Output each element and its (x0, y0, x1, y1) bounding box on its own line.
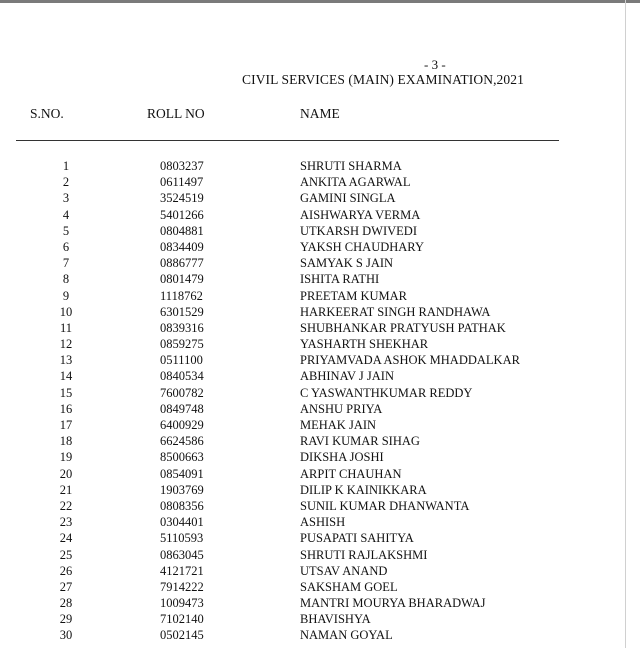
candidate-name: RAVI KUMAR SIHAG (300, 434, 420, 449)
serial-number: 9 (62, 288, 70, 303)
table-row (0, 288, 620, 304)
table-row (0, 336, 620, 352)
candidate-name: C YASWANTHKUMAR REDDY (300, 385, 473, 400)
roll-number: 6400929 (160, 418, 204, 432)
roll-number: 0840534 (160, 369, 204, 384)
table-row (0, 466, 620, 482)
serial-number: 13 (59, 353, 73, 368)
roll-number: 0849748 (160, 401, 204, 416)
roll-number: 1118762 (160, 288, 203, 303)
roll-number: 0839316 (160, 320, 204, 335)
table-row (0, 401, 620, 417)
candidate-name: SHRUTI RAJLAKSHMI (300, 547, 428, 562)
table-row (0, 449, 620, 465)
table-row (0, 433, 620, 449)
table-row (0, 223, 620, 239)
table-row (0, 547, 620, 563)
roll-number: 0611497 (160, 175, 204, 190)
table-row (0, 304, 620, 320)
serial-number: 23 (59, 515, 73, 530)
serial-number: 27 (59, 579, 73, 594)
serial-number: 11 (59, 320, 73, 335)
roll-number: 5401266 (160, 207, 204, 222)
roll-number: 8500663 (160, 450, 204, 465)
table-row (0, 563, 620, 579)
document-title: CIVIL SERVICES (MAIN) EXAMINATION,2021 (242, 72, 524, 87)
serial-number: 30 (59, 628, 73, 643)
roll-number: 0886777 (160, 256, 204, 271)
table-row (0, 352, 620, 368)
roll-number: 0808356 (160, 498, 204, 513)
candidate-name: ASHISH (300, 515, 346, 530)
candidate-name: GAMINI SINGLA (300, 191, 396, 206)
roll-number: 0502145 (160, 628, 204, 643)
serial-number: 20 (59, 466, 73, 481)
serial-number: 19 (59, 450, 73, 465)
roll-number: 0854091 (160, 466, 204, 481)
table-row (0, 595, 620, 611)
candidate-name: PUSAPATI SAHITYA (300, 531, 414, 546)
roll-number: 1009473 (160, 596, 204, 611)
serial-number: 6 (62, 239, 70, 254)
serial-number: 17 (59, 418, 73, 432)
table-row (0, 174, 620, 190)
serial-number: 28 (59, 596, 73, 611)
serial-number: 22 (59, 498, 73, 513)
serial-number: 3 (62, 191, 70, 206)
serial-number: 12 (59, 337, 73, 352)
serial-number: 7 (62, 256, 70, 271)
table-row (0, 271, 620, 287)
roll-number: 0803237 (160, 159, 204, 173)
serial-number: 4 (62, 207, 70, 222)
table-row (0, 498, 620, 514)
results-table (0, 158, 620, 644)
candidate-name: PRIYAMVADA ASHOK MHADDALKAR (300, 353, 520, 368)
candidate-name: ANKITA AGARWAL (300, 175, 411, 190)
roll-number: 6624586 (160, 434, 204, 449)
scrollbar-edge (625, 0, 626, 648)
candidate-name: ISHITA RATHI (300, 272, 380, 287)
table-row (0, 579, 620, 595)
table-row (0, 385, 620, 401)
table-row (0, 482, 620, 498)
roll-number: 7600782 (160, 385, 204, 400)
roll-number: 4121721 (160, 563, 204, 578)
candidate-name: YAKSH CHAUDHARY (300, 239, 424, 254)
table-row (0, 514, 620, 530)
serial-number: 8 (62, 272, 70, 287)
table-row (0, 611, 620, 627)
serial-number: 14 (59, 369, 73, 384)
serial-number: 25 (59, 547, 73, 562)
candidate-name: SAMYAK S JAIN (300, 256, 394, 271)
top-border (0, 0, 640, 3)
table-row (0, 190, 620, 206)
candidate-name: SHUBHANKAR PRATYUSH PATHAK (300, 320, 506, 335)
table-row (0, 239, 620, 255)
table-row (0, 530, 620, 546)
table-row (0, 158, 620, 174)
serial-number: 16 (59, 401, 73, 416)
candidate-name: MEHAK JAIN (300, 418, 377, 432)
candidate-name: MANTRI MOURYA BHARADWAJ (300, 596, 486, 611)
roll-number: 0804881 (160, 223, 204, 238)
table-row (0, 368, 620, 384)
candidate-name: HARKEERAT SINGH RANDHAWA (300, 304, 491, 319)
roll-number: 7914222 (160, 579, 204, 594)
table-row (0, 207, 620, 223)
table-row (0, 417, 620, 433)
roll-number: 0863045 (160, 547, 204, 562)
candidate-name: AISHWARYA VERMA (300, 207, 421, 222)
serial-number: 18 (59, 434, 73, 449)
roll-number: 0801479 (160, 272, 204, 287)
serial-number: 10 (59, 304, 73, 319)
candidate-name: SHRUTI SHARMA (300, 159, 402, 173)
roll-number: 3524519 (160, 191, 204, 206)
serial-number: 21 (59, 482, 73, 497)
roll-number: 0834409 (160, 239, 204, 254)
header-name: NAME (300, 106, 340, 121)
header-sno: S.NO. (30, 106, 64, 121)
candidate-name: YASHARTH SHEKHAR (300, 337, 429, 352)
roll-number: 0304401 (160, 515, 204, 530)
candidate-name: NAMAN GOYAL (300, 628, 393, 643)
roll-number: 5110593 (160, 531, 204, 546)
candidate-name: UTKARSH DWIVEDI (300, 223, 417, 238)
serial-number: 26 (59, 563, 73, 578)
serial-number: 1 (62, 159, 70, 173)
page-number: - 3 - (424, 57, 446, 72)
candidate-name: SAKSHAM GOEL (300, 579, 398, 594)
candidate-name: SUNIL KUMAR DHANWANTA (300, 498, 470, 513)
table-row (0, 627, 620, 643)
candidate-name: BHAVISHYA (300, 612, 371, 627)
roll-number: 1903769 (160, 482, 204, 497)
table-row (0, 255, 620, 271)
serial-number: 2 (62, 175, 70, 190)
roll-number: 0511100 (160, 353, 203, 368)
roll-number: 6301529 (160, 304, 204, 319)
candidate-name: ABHINAV J JAIN (300, 369, 394, 384)
header-divider (16, 140, 559, 141)
roll-number: 7102140 (160, 612, 204, 627)
candidate-name: DILIP K KAINIKKARA (300, 482, 427, 497)
roll-number: 0859275 (160, 337, 204, 352)
serial-number: 15 (59, 385, 73, 400)
candidate-name: ARPIT CHAUHAN (300, 466, 402, 481)
candidate-name: DIKSHA JOSHI (300, 450, 384, 465)
serial-number: 5 (62, 223, 70, 238)
candidate-name: PREETAM KUMAR (300, 288, 407, 303)
serial-number: 29 (59, 612, 73, 627)
table-row (0, 320, 620, 336)
serial-number: 24 (59, 531, 73, 546)
candidate-name: UTSAV ANAND (300, 563, 388, 578)
header-roll-no: ROLL NO (147, 106, 205, 121)
candidate-name: ANSHU PRIYA (300, 401, 383, 416)
